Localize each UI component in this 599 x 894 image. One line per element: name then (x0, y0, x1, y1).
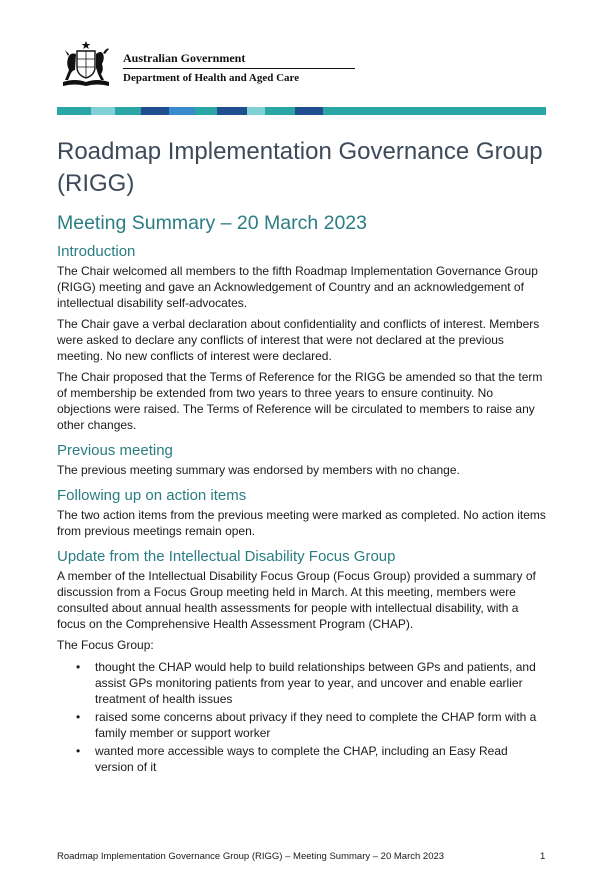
section-heading: Introduction (57, 243, 136, 260)
section-introduction (57, 242, 547, 433)
section-action-items (57, 486, 547, 539)
footer-text: Roadmap Implementation Governance Group (RIGG) – Meeting Summary – 20 March 2023 (57, 851, 445, 862)
section-focus-group (57, 547, 547, 775)
page-number: 1 (540, 851, 546, 862)
document-body (57, 136, 547, 777)
section-heading: Update from the Intellectual Disability Focus Group (57, 548, 396, 565)
list-item: • thought the CHAP would help to build relationships between GPs and patients, and assist GPs monitoring patients from year to year, and uncover and enable earlier treatment of health issues (95, 659, 547, 707)
paragraph: A member of the Intellectual Disability Focus Group (Focus Group) provided a summary of discussion from a Focus Group meeting held in March. At this meeting, members were consulted about annual health assessments for people with intellectual disability, with a focus on the Comprehensive Health Assessment Program (CHAP). (57, 569, 536, 631)
paragraph: The Focus Group: (57, 638, 154, 652)
bullet-list (57, 659, 547, 775)
section-previous-meeting (57, 441, 547, 478)
document-subtitle: Meeting Summary – 20 March 2023 (57, 212, 367, 234)
section-heading: Previous meeting (57, 442, 173, 459)
government-name: Australian Government (123, 51, 246, 65)
document-title: Roadmap Implementation Governance Group (RIGG) (57, 138, 543, 197)
paragraph: The Chair proposed that the Terms of Reference for the RIGG be amended so that the term of membership be extended from two years to three years to ensure continuity. No objections were raised. The Terms of Reference will be circulated to members to raise any other changes. (57, 370, 543, 432)
paragraph: The Chair gave a verbal declaration about confidentiality and conflicts of interest. Members were asked to declare any conflicts of interest that were not declared at the previous meeting. No new conflicts of interest were declared. (57, 317, 540, 363)
paragraph: The Chair welcomed all members to the fifth Roadmap Implementation Governance Group (RIGG) meeting and gave an Acknowledgement of Country and an acknowledgement of intellectual disability self-advocates. (57, 264, 538, 310)
masthead-divider (123, 68, 355, 69)
coat-of-arms-icon (57, 40, 115, 88)
list-item: • wanted more accessible ways to complete the CHAP, including an Easy Read version of it (95, 743, 547, 775)
government-masthead (57, 40, 357, 92)
section-heading: Following up on action items (57, 487, 247, 504)
paragraph: The two action items from the previous meeting were marked as completed. No action items from previous meetings remain open. (57, 508, 546, 538)
list-item: • raised some concerns about privacy if they need to complete the CHAP form with a family member or support worker (95, 709, 547, 741)
decorative-stripe (57, 107, 546, 115)
department-name: Department of Health and Aged Care (123, 72, 300, 84)
paragraph: The previous meeting summary was endorsed by members with no change. (57, 463, 460, 477)
